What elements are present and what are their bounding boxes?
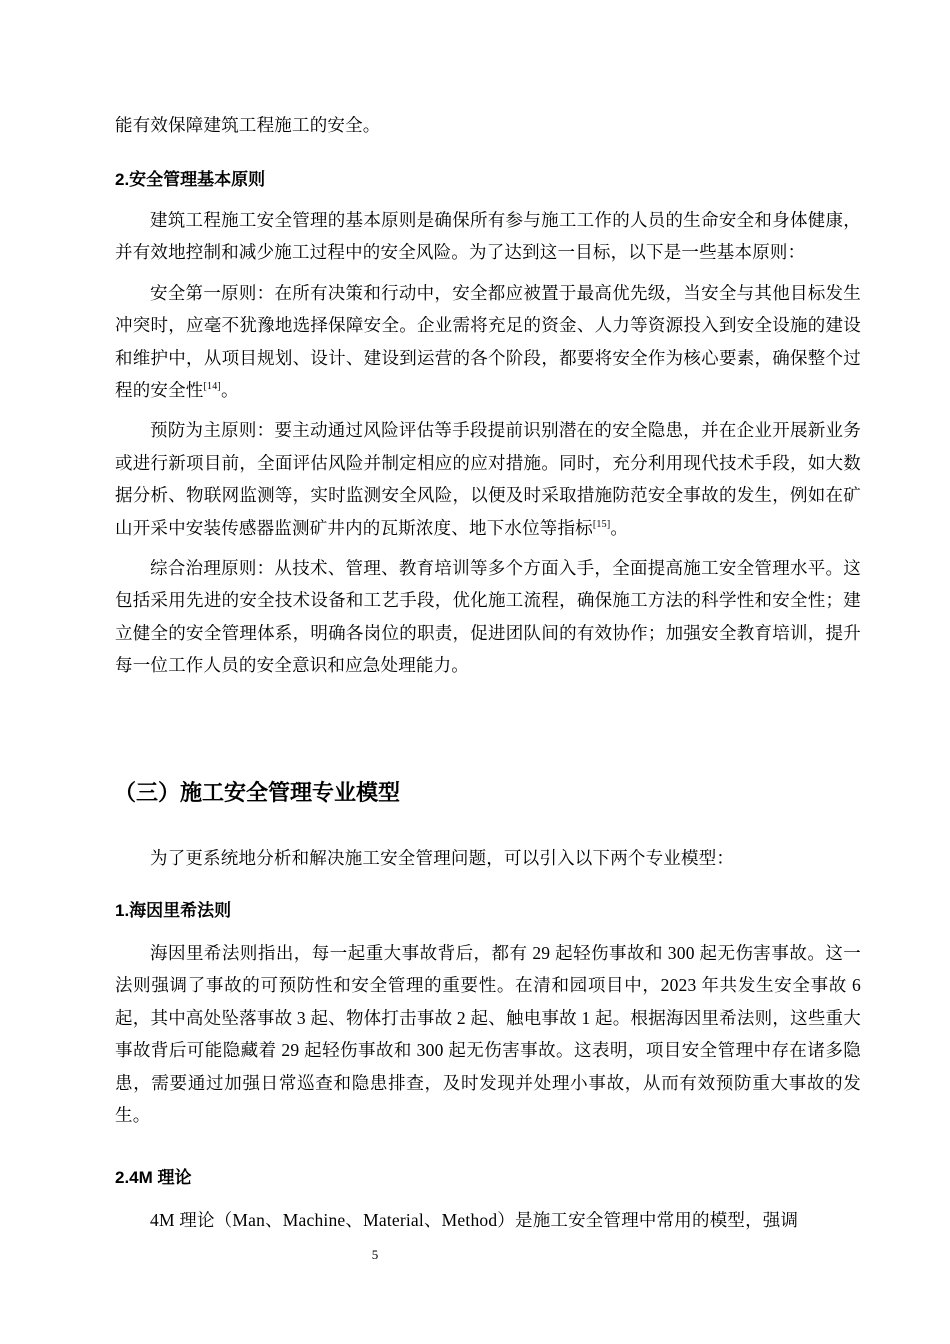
citation-ref-14: [14] [203,381,221,393]
paragraph-continuation: 能有效保障建筑工程施工的安全。 [115,115,381,135]
citation-ref-15: [15] [592,518,611,530]
heinrich-section [115,937,861,1131]
models-intro [115,842,861,874]
heading-basic-principles: 2.安全管理基本原则 [115,170,266,189]
heading-heinrich-law: 1.海因里希法则 [115,901,232,920]
page-number: 5 [371,1247,379,1262]
paragraph-comprehensive-governance: 综合治理原则：从技术、管理、教育培训等多个方面入手，全面提高施工安全管理水平。这包括采用先进的安全技术设备和工艺手段，优化施工流程，确保施工方法的科学性和安全性；建立健全的安全管理体系，明确各岗位的职责，促进团队间的有效协作；加强安全教育培训，提升每一位工作人员的安全意识和应急处理能力。 [115,558,861,676]
paragraph-4m-theory: 4M 理论（Man、Machine、Material、Method）是施工安全管理中常用的模型，强调 [150,1210,799,1230]
paragraph-prevention-first: 预防为主原则：要主动通过风险评估等手段提前识别潜在的安全隐患，并在企业开展新业务或进行新项目前，全面评估风险并制定相应的应对措施。同时，充分利用现代技术手段，如大数据分析、物联网监测等，实时监测安全风险，以便及时采取措施防范安全事故的发生，例如在矿山开采中安装传感器监测矿井内的瓦斯浓度、地下水位等指标[15]。 [115,420,861,538]
paragraph-models-intro: 为了更系统地分析和解决施工安全管理问题，可以引入以下两个专业模型： [150,848,735,868]
paragraph-principles-intro: 建筑工程施工安全管理的基本原则是确保所有参与施工工作的人员的生命安全和身体健康，并有效地控制和减少施工过程中的安全风险。为了达到这一目标，以下是一些基本原则： [115,210,861,263]
heading-4m-theory: 2.4M 理论 [115,1168,192,1187]
heading-safety-models: （三）施工安全管理专业模型 [114,780,401,805]
principles-section [115,204,861,682]
paragraph-safety-first: 安全第一原则：在所有决策和行动中，安全都应被置于最高优先级，当安全与其他目标发生冲突时，应毫不犹豫地选择保障安全。企业需将充足的资金、人力等资源投入到安全设施的建设和维护中，从项目规划、设计、建设到运营的各个阶段，都要将安全作为核心要素，确保整个过程的安全性[14]。 [115,282,861,401]
paragraph-heinrich-law: 海因里希法则指出，每一起重大事故背后，都有 29 起轻伤事故和 300 起无伤害事故。这一法则强调了事故的可预防性和安全管理的重要性。在清和园项目中，2023 年共发生安全事故 6 起，其中高处坠落事故 3 起、物体打击事故 2 起、触电事故 1 起。根据海因里希法则，这些重大事故背后可能隐藏着 29 起轻伤事故和 300 起无伤害事故。这表明，项目安全管理中存在诸多隐患，需要通过加强日常巡查和隐患排查，及时发现并处理小事故，从而有效预防重大事故的发生。 [115,943,861,1126]
4m-section [115,1204,861,1236]
